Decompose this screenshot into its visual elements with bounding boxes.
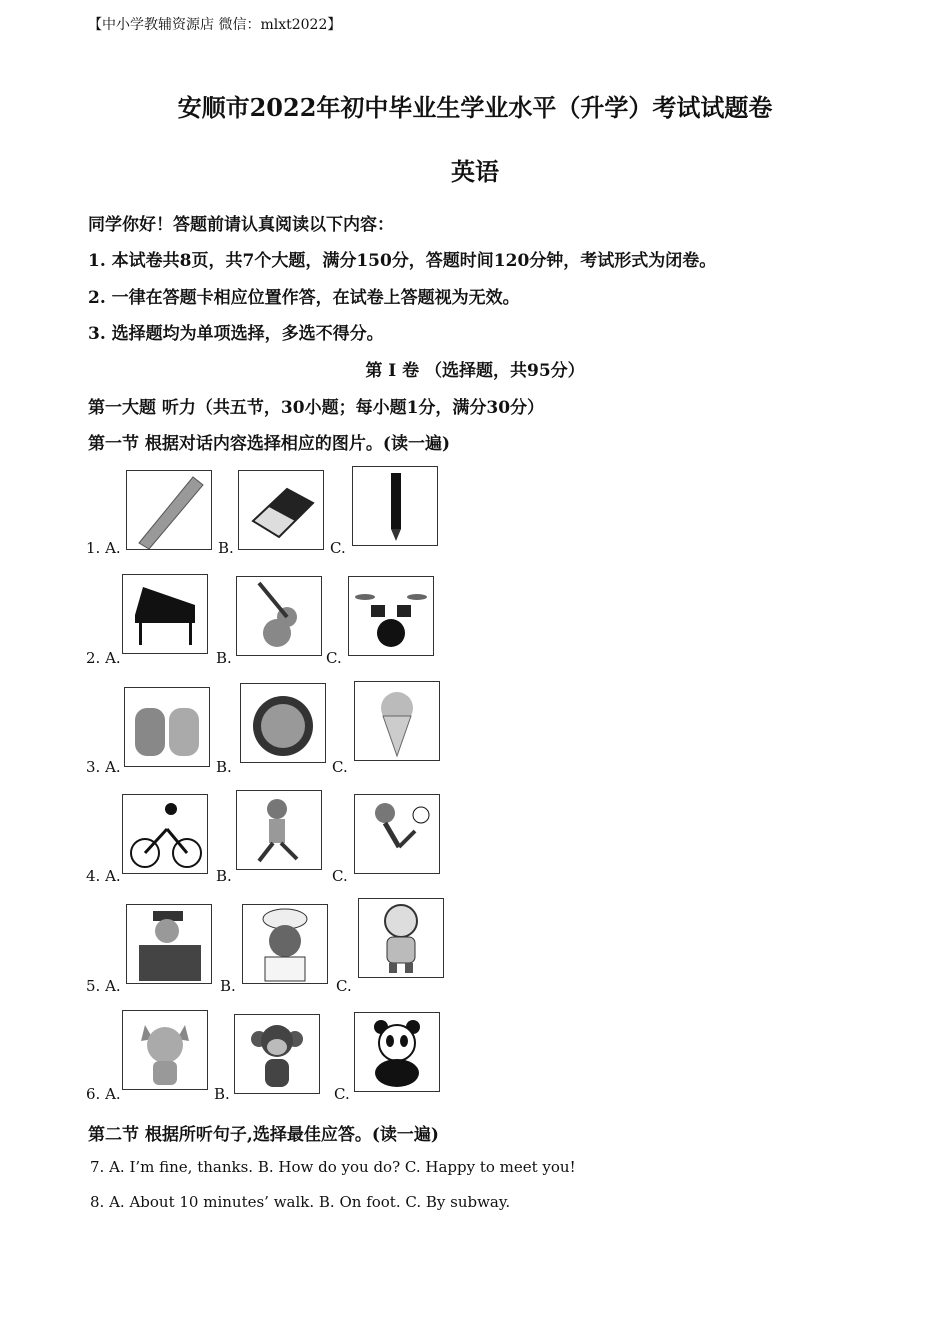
piano-icon: [122, 574, 208, 654]
chef-icon: [242, 904, 328, 984]
instruction-3: 3. 选择题均为单项选择，多选不得分。: [88, 324, 384, 344]
guitar-icon: [236, 576, 322, 656]
option-b-label: B.: [214, 1085, 230, 1103]
greeting: 同学你好！答题前请认真阅读以下内容：: [88, 215, 394, 235]
instruction-2: 2. 一律在答题卡相应位置作答，在试卷上答题视为无效。: [88, 288, 520, 308]
question-2: [86, 572, 586, 682]
cycling-icon: [122, 794, 208, 874]
eraser-icon: [238, 470, 324, 550]
option-c-label: C.: [336, 977, 352, 995]
option-c-label: C.: [326, 649, 342, 667]
question-3: [86, 681, 586, 791]
option-b-label: B.: [220, 977, 236, 995]
running-icon: [236, 790, 322, 870]
part1-heading: 第 I 卷 （选择题，共95分）: [365, 361, 585, 381]
section1-part1-heading: 第一节 根据对话内容选择相应的图片。(读一遍): [88, 434, 451, 454]
instruction-1: 1. 本试卷共8页，共7个大题，满分150分，答题时间120分钟，考试形式为闭卷。: [88, 251, 717, 271]
soccer-icon: [354, 794, 440, 874]
bread-icon: [124, 687, 210, 767]
question-4: [86, 790, 586, 900]
monkey-icon: [234, 1014, 320, 1094]
drums-icon: [348, 576, 434, 656]
astronaut-icon: [358, 898, 444, 978]
option-b-label: B.: [216, 758, 232, 776]
option-a-label: 5. A.: [86, 977, 121, 995]
option-b-label: B.: [216, 649, 232, 667]
option-b-label: B.: [218, 539, 234, 557]
police-icon: [126, 904, 212, 984]
option-a-label: 2. A.: [86, 649, 121, 667]
question-7: 7. A. I’m fine, thanks. B. How do you do? C. Happy to meet you!: [90, 1158, 576, 1176]
question-8: 8. A. About 10 minutes’ walk. B. On foot. C. By subway.: [90, 1193, 511, 1211]
option-c-label: C.: [330, 539, 346, 557]
option-a-label: 3. A.: [86, 758, 121, 776]
option-b-label: B.: [216, 867, 232, 885]
option-a-label: 1. A.: [86, 539, 121, 557]
cat-icon: [122, 1010, 208, 1090]
watermelon-icon: [240, 683, 326, 763]
option-c-label: C.: [332, 867, 348, 885]
panda-icon: [354, 1012, 440, 1092]
question-6: [86, 1008, 586, 1118]
section1-part2-heading: 第二节 根据所听句子,选择最佳应答。(读一遍): [88, 1125, 439, 1145]
pen-icon: [352, 466, 438, 546]
question-5: [86, 900, 586, 1010]
section1-heading: 第一大题 听力（共五节，30小题；每小题1分，满分30分）: [88, 398, 545, 418]
option-a-label: 4. A.: [86, 867, 121, 885]
watermark: 【中小学教辅资源店 微信：mlxt2022】: [88, 17, 342, 33]
question-1: [86, 462, 586, 572]
option-c-label: C.: [334, 1085, 350, 1103]
option-c-label: C.: [332, 758, 348, 776]
exam-title: 安顺市2022年初中毕业生学业水平（升学）考试试题卷: [177, 93, 773, 122]
option-a-label: 6. A.: [86, 1085, 121, 1103]
subject-title: 英语: [451, 157, 499, 186]
ruler-icon: [126, 470, 212, 550]
ice-cream-icon: [354, 681, 440, 761]
